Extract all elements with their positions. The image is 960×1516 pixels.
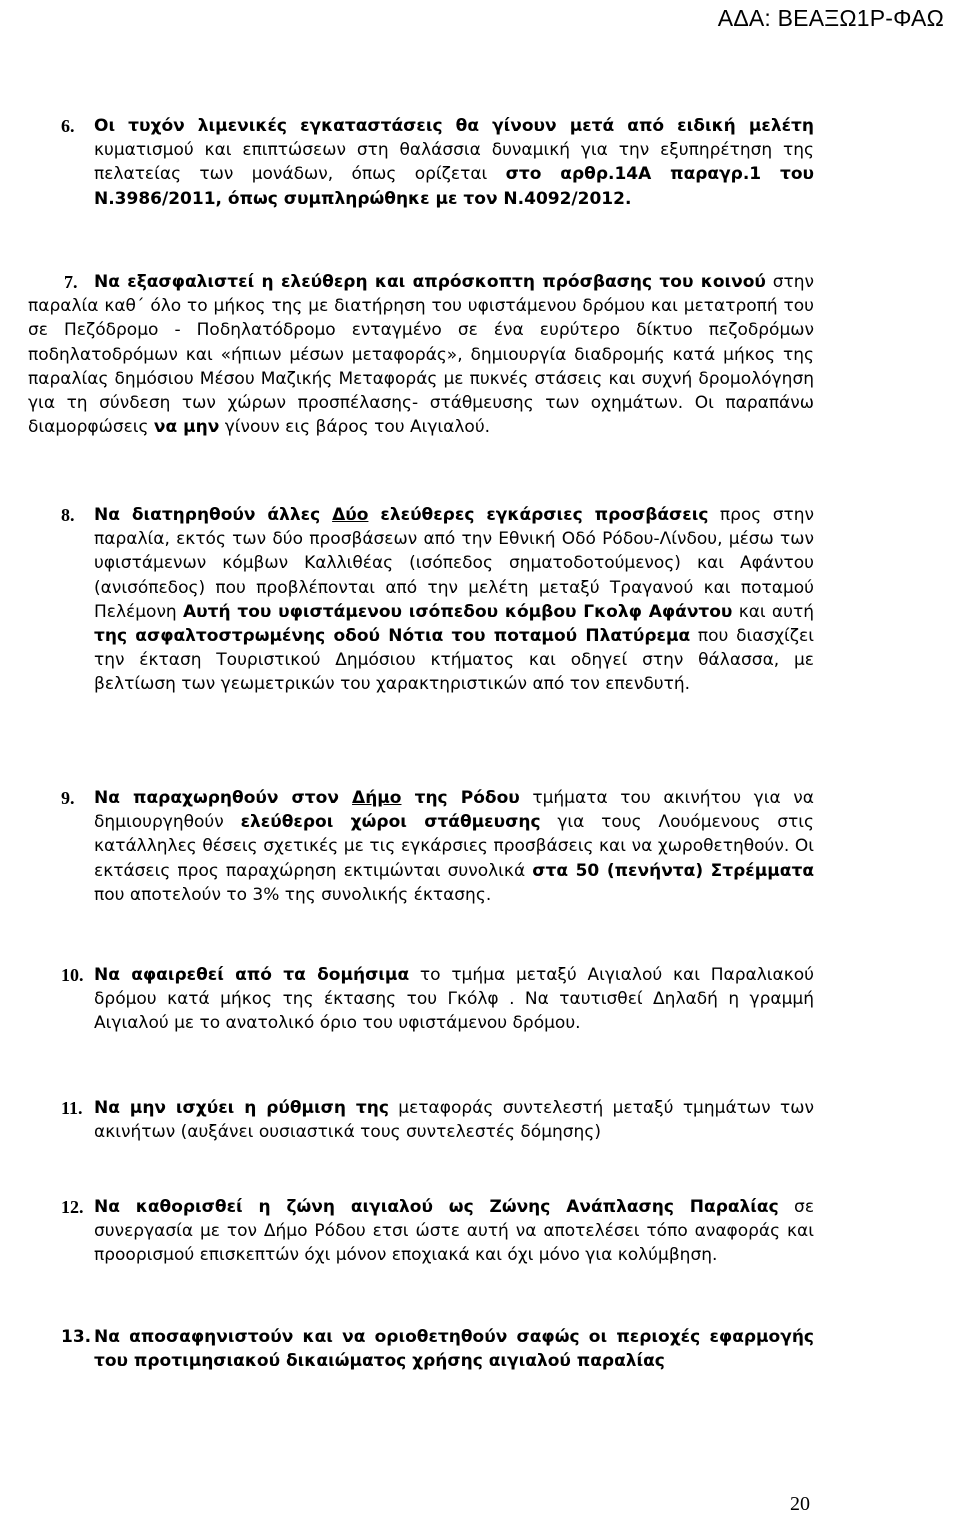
text-run: το τμήμα μεταξύ Αιγιαλού και Παραλιακού δρόμου κατά μήκος της έκτασης του Γκόλφ . Να ταυτισθεί Δηλαδή η γραμμή Αιγιαλού με το ανατολικό όριο του υφιστάμενου δρόμου.	[94, 965, 814, 1034]
item-number: 8.	[61, 505, 75, 525]
text-bold: της Ρόδου	[401, 788, 520, 808]
item-number: 13.	[61, 1327, 92, 1347]
text-bold-underline: Δύο	[332, 505, 369, 525]
text-bold-underline: Δήμο	[352, 788, 402, 808]
text-bold: στο αρθρ.14Α παραγρ.1 του Ν.3986/2011, όπως συμπληρώθηκε με τον Ν.4092/2012.	[94, 164, 815, 209]
item-number: 6.	[61, 116, 75, 136]
text-bold: Να εξασφαλιστεί η ελεύθερη και απρόσκοπτη πρόσβασης του κοινού	[94, 272, 766, 292]
text-bold: Να παραχωρηθούν στον	[94, 788, 353, 808]
item-text	[94, 114, 814, 211]
item-text	[94, 786, 814, 907]
text-run: στην παραλία καθ΄ όλο το μήκος της με διατήρηση του υφιστάμενου δρόμου και μετατροπή του σε Πεζόδρομο - Ποδηλατόδρομο ενταγμένο σε ένα ευρύτερο δίκτυο πεζοδρόμων ποδηλατοδρόμων και «ήπιων μέσων μεταφοράς», δημιουργία διαδρομής κατά μήκος της παραλίας δημόσιου Μέσου Μαζικής Μεταφοράς με πυκνές στάσεις και συχνή δρομολόγηση για τη σύνδεση των χώρων προσπέλασης- στάθμευσης των οχημάτων. Οι παραπάνω διαμορφώσεις	[28, 272, 815, 438]
text-run: που διασχίζει την έκταση Τουριστικού Δημόσιου κτήματος και οδηγεί στην θάλασσα, με βελτίωση των γεωμετρικών του χαρακτηριστικών από τον επενδυτή.	[94, 626, 814, 695]
item-text	[94, 1096, 814, 1144]
text-run: και αυτή	[732, 601, 814, 622]
text-run: γίνουν εις βάρος του Αιγιαλού.	[219, 417, 491, 438]
text-run: κυματισμού και επιπτώσεων στη θαλάσσια δυναμική για την εξυπηρέτηση της πελατείας των μονάδων, όπως ορίζεται	[94, 140, 814, 185]
item-text	[94, 1195, 814, 1268]
item-text	[94, 503, 814, 697]
item-text	[94, 963, 814, 1036]
text-bold: στα 50 (πενήντα) Στρέμματα	[532, 860, 814, 881]
item-number: 9.	[61, 788, 75, 808]
document-id-header: ΑΔΑ: ΒΕΑΞΩ1Ρ-ΦΑΩ	[717, 5, 944, 31]
item-text	[28, 270, 814, 439]
text-bold: Οι τυχόν λιμενικές εγκαταστάσεις θα γίνουν μετά από ειδική μελέτη	[94, 116, 814, 136]
text-bold: της ασφαλτοστρωμένης οδού Νότια του ποταμού Πλατύρεμα	[94, 626, 691, 647]
text-bold: ελεύθεροι χώροι στάθμευσης	[240, 812, 541, 833]
text-run: σε συνεργασία με τον Δήμο Ρόδου ετσι ώστε αυτή να αποτελέσει τόπο αναφοράς και προορισμού επισκεπτών όχι μόνον εποχιακά και όχι μόνο για κολύμβηση.	[94, 1197, 815, 1266]
text-run: για τους Λουόμενους στις κατάλληλες θέσεις σχετικές με τις εγκάρσιες προσβάσεις και να χωροθετηθούν. Οι εκτάσεις προς παραχώρηση εκτιμώνται συνολικά	[94, 812, 814, 881]
text-bold: Αυτή του υφιστάμενου ισόπεδου κόμβου Γκολφ Αφάντου	[182, 601, 733, 622]
text-run: προς στην παραλία, εκτός των δύο προσβάσεων από την Εθνική Οδό Ρόδου-Λίνδου, μέσω των υφιστάμενων κόμβων Καλλιθέας (ισόπεδος σηματοδοτούμενος) και Αφάντου (ανισόπεδος) που προβλέπονται από την μελέτη μεταξύ Τραγανού και ποταμού Πελέμονη	[94, 505, 814, 622]
item-text	[94, 1325, 814, 1373]
text-bold: Να διατηρηθούν άλλες	[94, 505, 333, 525]
item-number: 7.	[64, 272, 78, 292]
text-bold: να μην	[153, 417, 220, 438]
item-number: 12.	[61, 1197, 84, 1217]
page-number: 20	[790, 1493, 810, 1515]
item-number: 10.	[61, 965, 84, 985]
text-bold: Να μην ισχύει η ρύθμιση της	[94, 1098, 389, 1118]
text-run: μεταφοράς συντελεστή μεταξύ τμημάτων των ακινήτων (αυξάνει ουσιαστικά τους συντελεστές δόμησης)	[94, 1098, 814, 1143]
text-bold: Να αποσαφηνιστούν και να οριοθετηθούν σαφώς οι περιοχές εφαρμογής του προτιμησιακού δικαιώματος χρήσης αιγιαλού παραλίας	[94, 1327, 814, 1372]
text-bold: Να αφαιρεθεί από τα δομήσιμα	[94, 965, 410, 985]
item-number: 11.	[61, 1098, 83, 1118]
text-bold: ελεύθερες εγκάρσιες προσβάσεις	[368, 505, 709, 525]
text-run: τμήματα του ακινήτου για να δημιουργηθούν	[94, 788, 814, 833]
text-bold: Να καθορισθεί η ζώνη αιγιαλού ως Ζώνης Ανάπλασης Παραλίας	[94, 1197, 779, 1217]
text-run: που αποτελούν το 3% της συνολικής έκτασης.	[94, 884, 492, 905]
